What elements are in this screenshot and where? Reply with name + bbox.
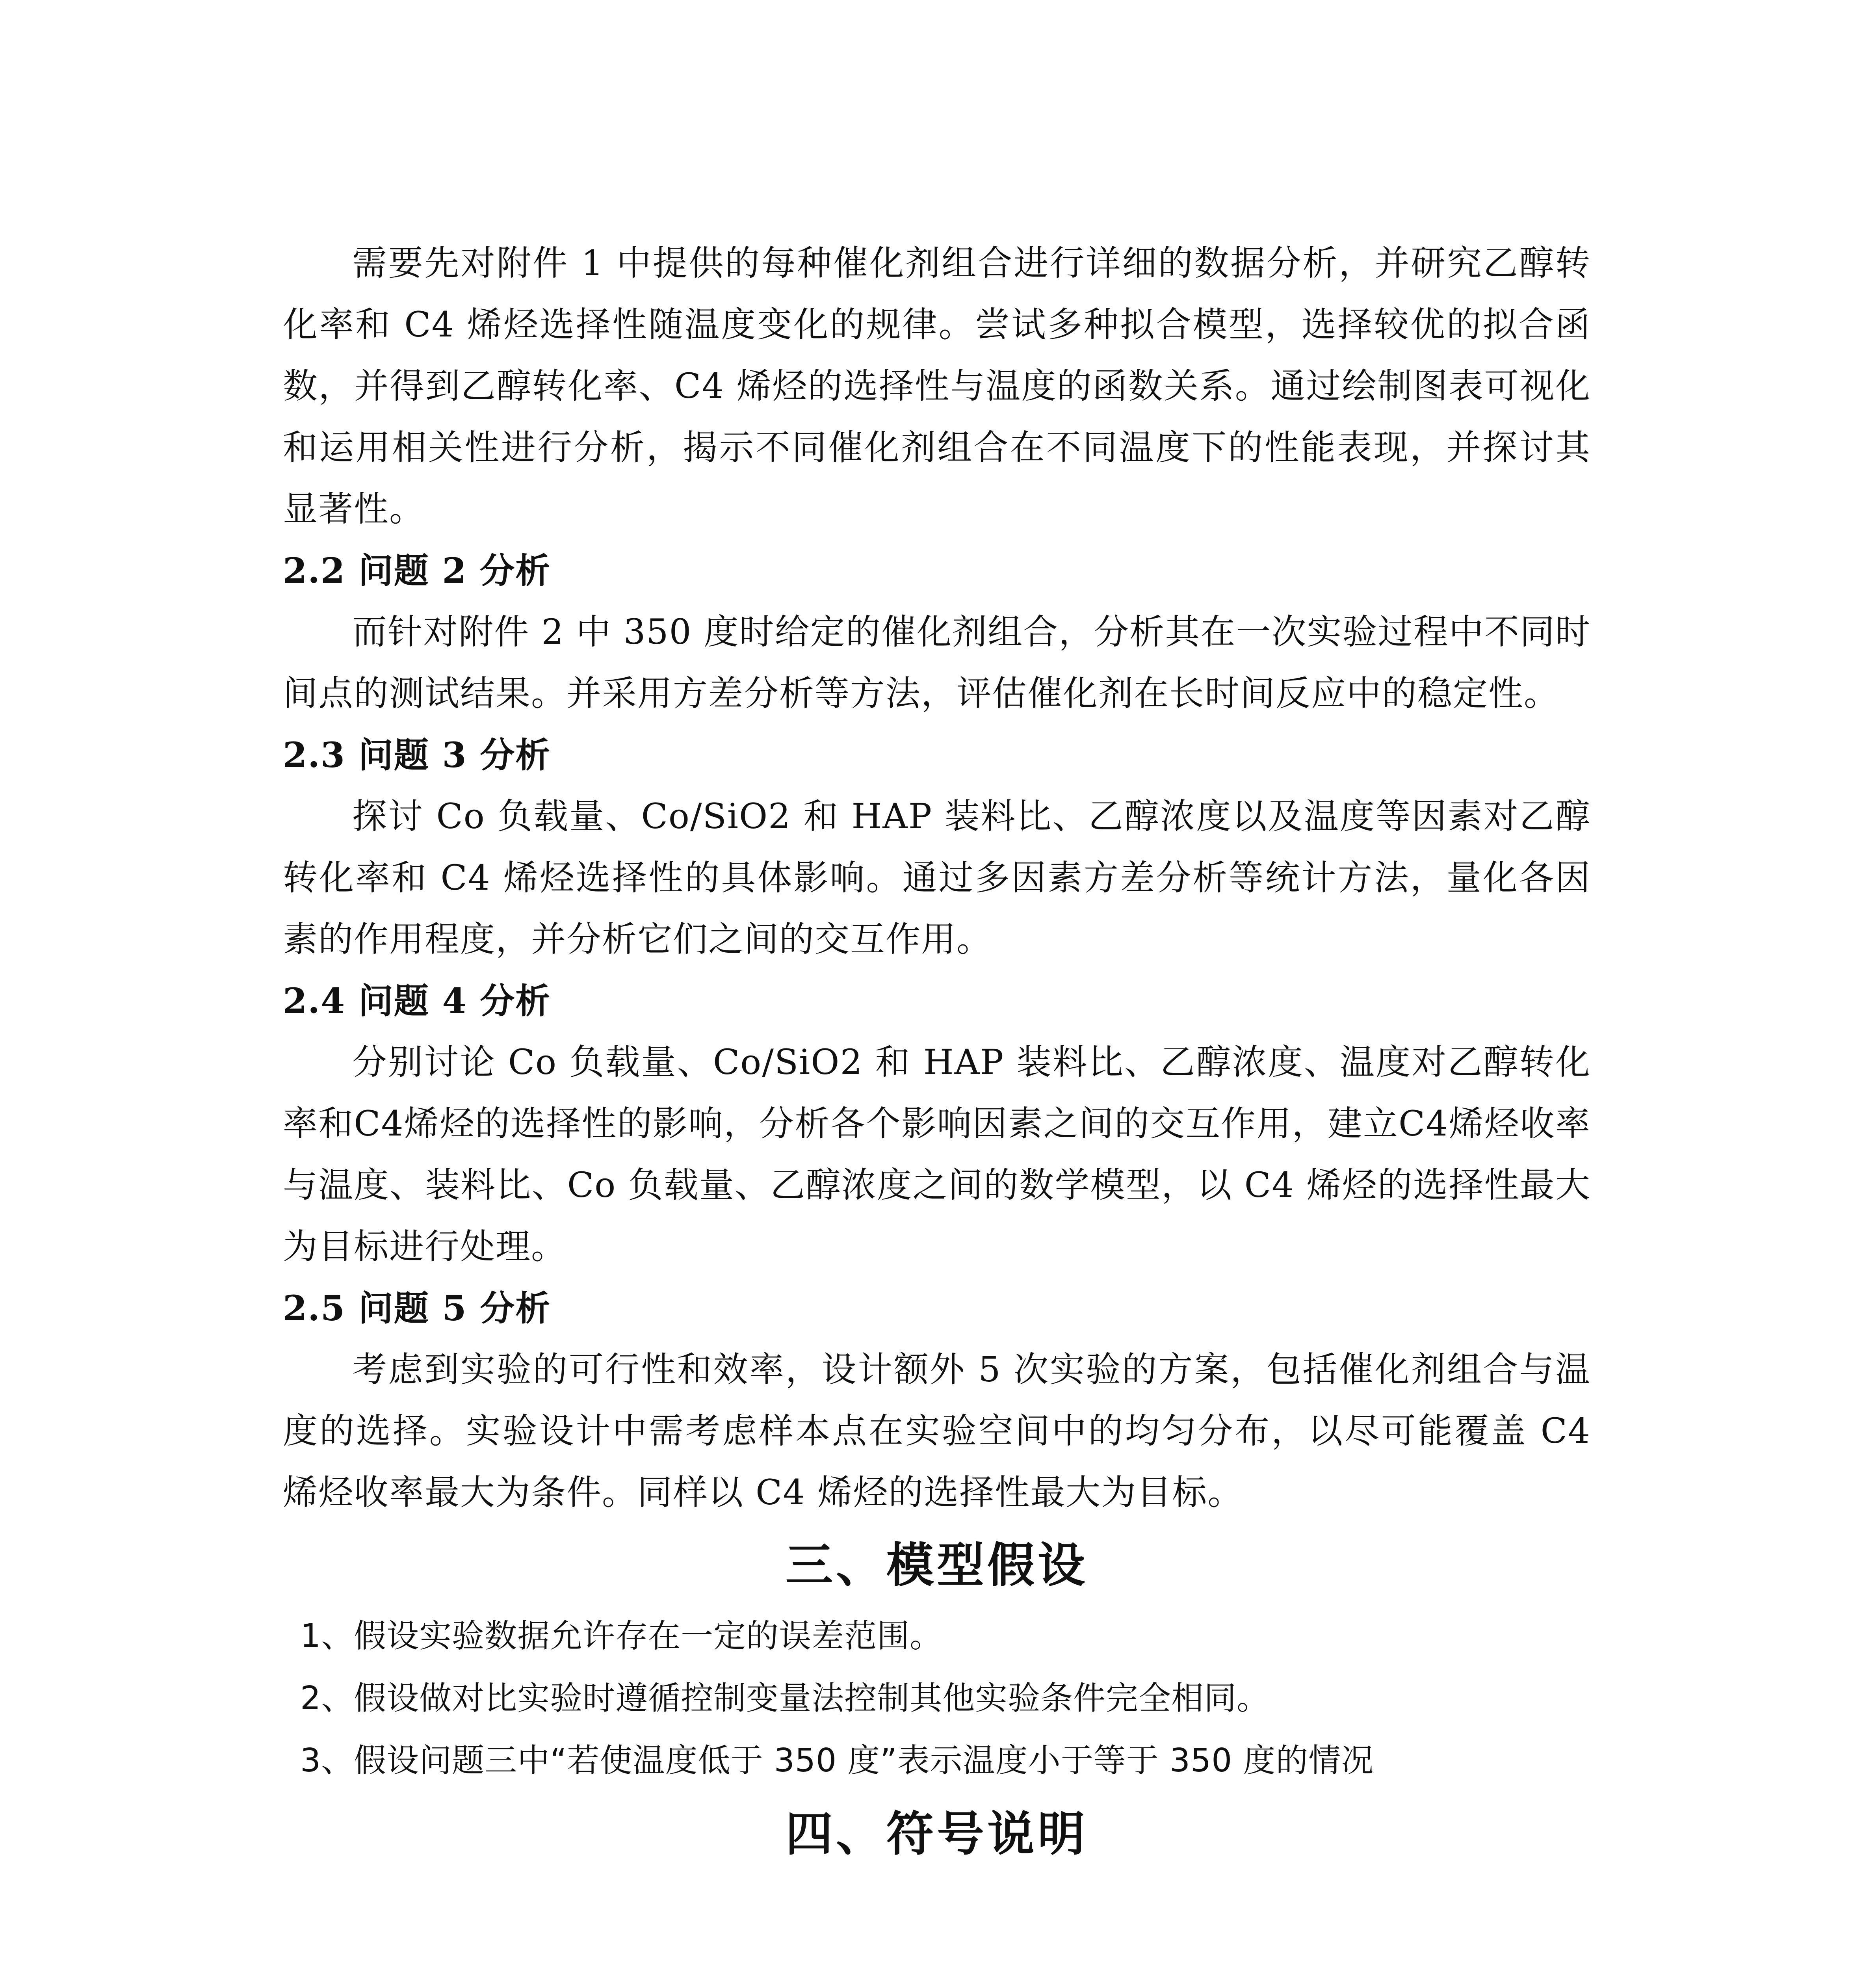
subsection-text-2-3: 探讨 Co 负载量、Co/SiO2 和 HAP 装料比、乙醇浓度以及温度等因素对乙醇转化率和 C4 烯烃选择性的具体影响。通过多因素方差分析等统计方法，量化各因素的作用程度，并分析它们之间的交互作用。 bbox=[283, 796, 1591, 959]
page-content bbox=[283, 232, 1591, 1874]
section-title-model-assumptions: 三、模型假设 bbox=[786, 1538, 1088, 1593]
subsection-heading-2-5: 2.5 问题 5 分析 bbox=[283, 1288, 551, 1329]
subsection-text-2-4: 分别讨论 Co 负载量、Co/SiO2 和 HAP 装料比、乙醇浓度、温度对乙醇转化率和C4烯烃的选择性的影响，分析各个影响因素之间的交互作用，建立C4烯烃收率与温度、装料比、Co 负载量、乙醇浓度之间的数学模型，以 C4 烯烃的选择性最大为目标进行处理。 bbox=[283, 1042, 1591, 1267]
subsection-heading-2-3: 2.3 问题 3 分析 bbox=[283, 734, 551, 775]
section-title-symbol-description: 四、符号说明 bbox=[786, 1807, 1088, 1862]
subsection-text-2-5: 考虑到实验的可行性和效率，设计额外 5 次实验的方案，包括催化剂组合与温度的选择。实验设计中需考虑样本点在实验空间中的均匀分布，以尽可能覆盖 C4 烯烃收率最大为条件。同样以 C4 烯烃的选择性最大为目标。 bbox=[283, 1349, 1591, 1513]
subsection-heading-2-2: 2.2 问题 2 分析 bbox=[283, 550, 551, 591]
assumption-item: 3、假设问题三中“若使温度低于 350 度”表示温度小于等于 350 度的情况 bbox=[300, 1742, 1374, 1779]
assumption-item: 1、假设实验数据允许存在一定的误差范围。 bbox=[300, 1617, 943, 1655]
subsection-text-2-2: 而针对附件 2 中 350 度时给定的催化剂组合，分析其在一次实验过程中不同时间点的测试结果。并采用方差分析等方法，评估催化剂在长时间反应中的稳定性。 bbox=[283, 611, 1591, 714]
section2-intro-paragraph: 需要先对附件 1 中提供的每种催化剂组合进行详细的数据分析，并研究乙醇转化率和 C4 烯烃选择性随温度变化的规律。尝试多种拟合模型，选择较优的拟合函数，并得到乙醇转化率、C4 烯烃的选择性与温度的函数关系。通过绘制图表可视化和运用相关性进行分析，揭示不同催化剂组合在不同温度下的性能表现，并探讨其显著性。 bbox=[283, 243, 1591, 529]
assumption-item: 2、假设做对比实验时遵循控制变量法控制其他实验条件完全相同。 bbox=[300, 1680, 1270, 1717]
subsection-heading-2-4: 2.4 问题 4 分析 bbox=[283, 980, 551, 1021]
